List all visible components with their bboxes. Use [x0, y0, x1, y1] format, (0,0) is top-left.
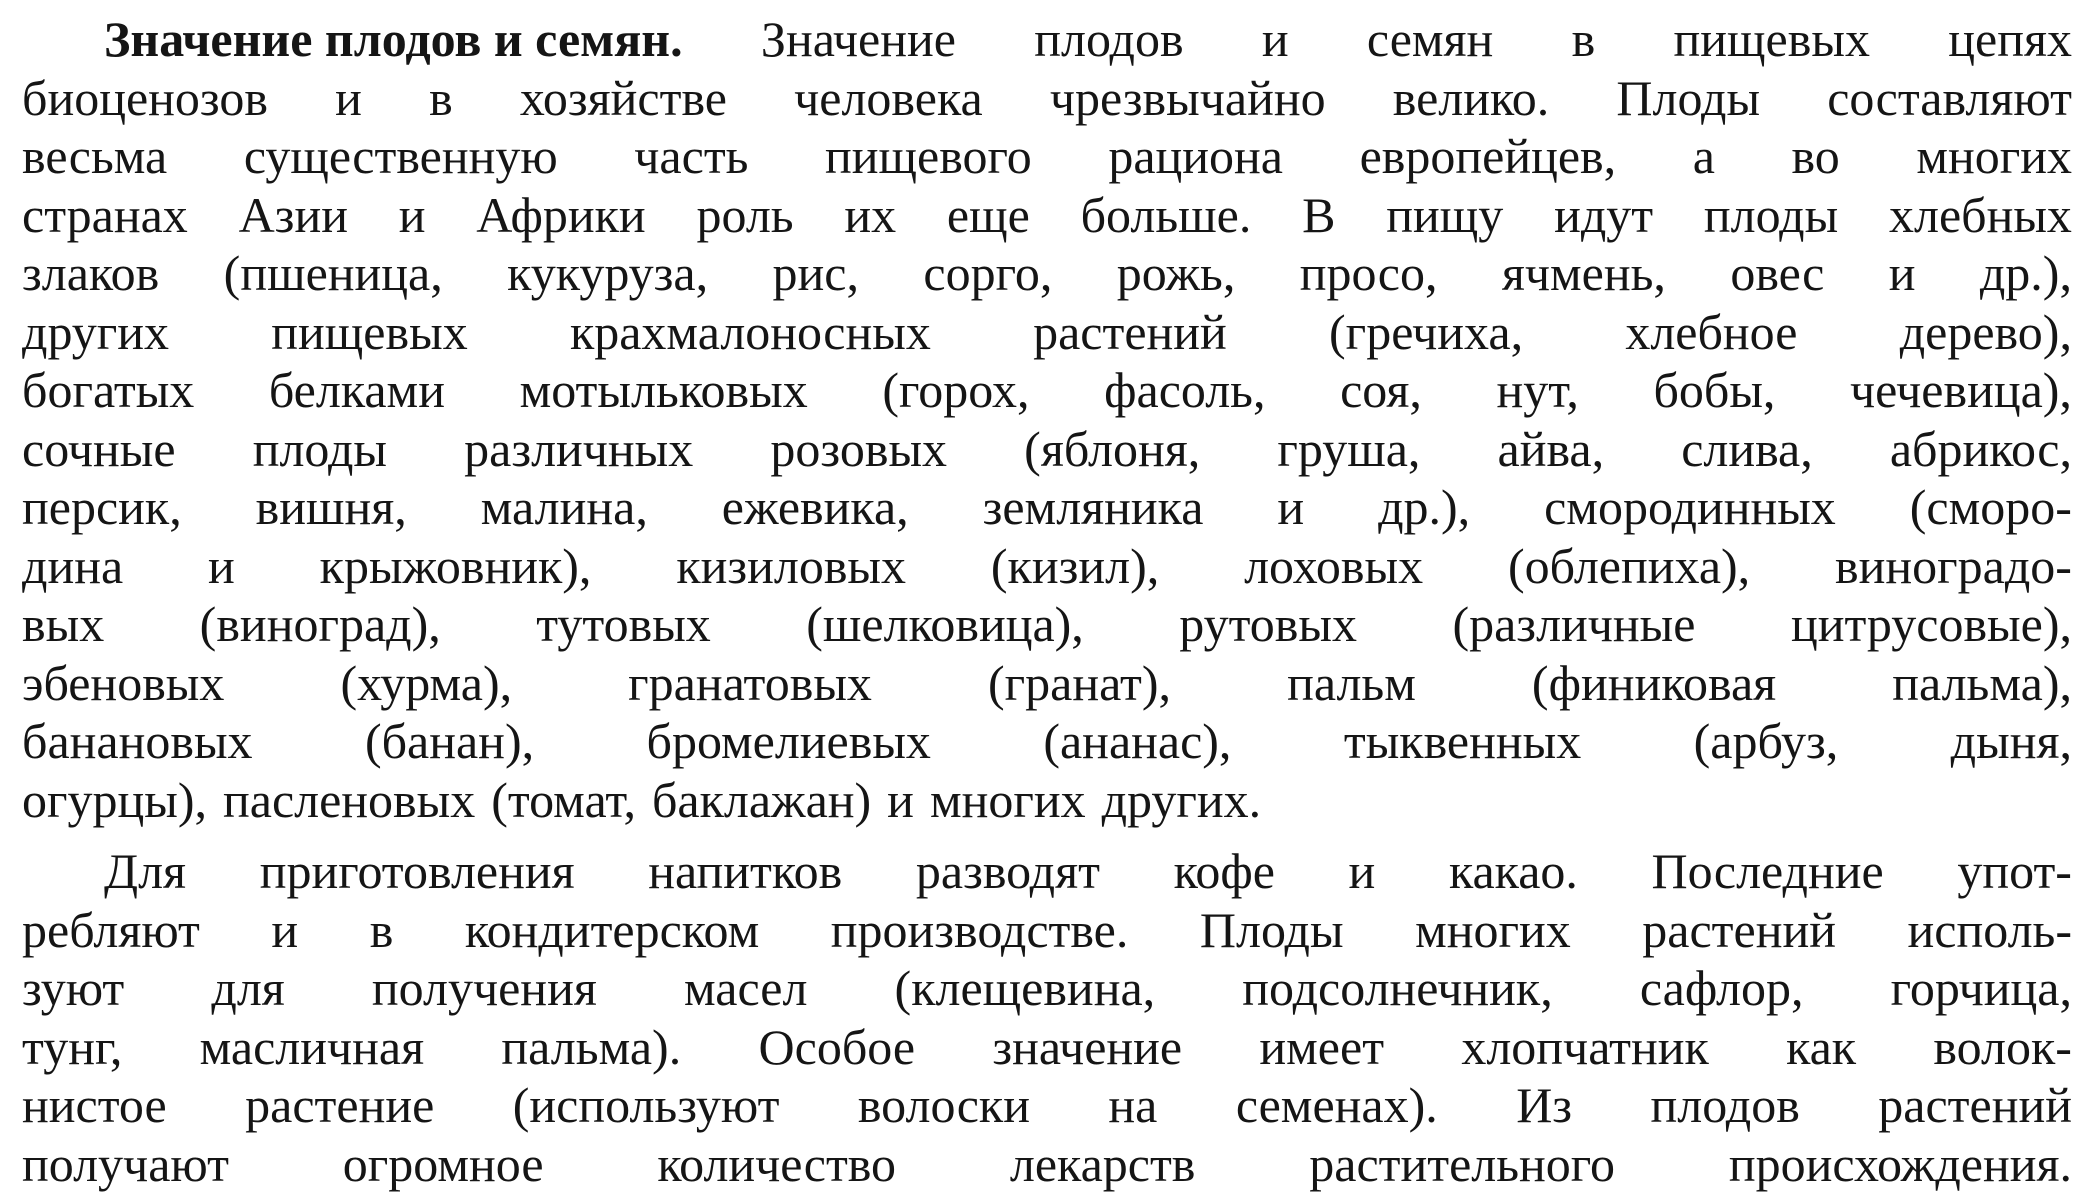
paragraph-fruit-significance: [22, 10, 2072, 829]
word: баклажан): [651, 771, 872, 828]
word: (арбуз,: [1693, 713, 1839, 769]
word: (кизил),: [990, 537, 1160, 594]
text-line: [22, 712, 2072, 771]
word: абрикос,: [1889, 420, 2072, 477]
word: айва,: [1497, 420, 1605, 477]
word: в: [429, 69, 453, 126]
word: производстве.: [830, 901, 1129, 958]
word: и: [398, 186, 426, 243]
word: как: [1786, 1018, 1857, 1075]
word: европейцев,: [1359, 128, 1617, 184]
word: весьма: [22, 128, 168, 184]
word: земляника: [982, 479, 1204, 535]
word: просо,: [1299, 245, 1438, 301]
word: зуют: [22, 960, 125, 1016]
word: (яблоня,: [1024, 420, 1201, 477]
text-line: [22, 127, 2072, 186]
word: виноградо-: [1835, 537, 2072, 594]
word: волок-: [1933, 1018, 2072, 1075]
word: нут,: [1496, 362, 1579, 418]
word: груша,: [1277, 420, 1421, 477]
word: исполь-: [1907, 901, 2072, 958]
word: рис,: [772, 245, 859, 301]
word: и: [1277, 479, 1305, 535]
word: богатых: [22, 362, 195, 418]
word: получают: [22, 1135, 229, 1192]
text-line: [22, 1135, 2072, 1194]
text-line: [22, 478, 2072, 537]
word: лекарств: [1009, 1135, 1196, 1192]
word: малина,: [480, 479, 648, 535]
word: плодов: [1650, 1077, 1800, 1133]
word: др.),: [1378, 479, 1471, 535]
word: Из: [1516, 1077, 1573, 1133]
word: (банан),: [364, 713, 535, 769]
word: огурцы),: [22, 771, 208, 828]
word: дыня,: [1950, 713, 2072, 769]
word: в: [1571, 11, 1596, 67]
word: и: [335, 69, 362, 126]
paragraph-uses: [22, 842, 2072, 1193]
section-heading: Значение плодов и семян.: [104, 11, 683, 67]
word: плоды: [252, 420, 388, 477]
word: лоховых: [1244, 537, 1424, 594]
word: Плоды: [1616, 69, 1761, 126]
word: имеет: [1259, 1018, 1385, 1075]
word: ежевика,: [721, 479, 909, 535]
word: составляют: [1827, 69, 2072, 126]
word: цепях: [1948, 11, 2072, 67]
word: мотыльковых: [519, 362, 808, 418]
word: существенную: [243, 128, 558, 184]
word: слива,: [1681, 420, 1813, 477]
word: Особое: [758, 1018, 916, 1075]
word: многих: [929, 771, 1086, 828]
word: биоценозов: [22, 69, 268, 126]
word: хлебных: [1889, 186, 2072, 243]
word: семенах).: [1235, 1077, 1438, 1133]
word: рутовых: [1179, 596, 1357, 652]
word: человека: [794, 69, 983, 126]
word: и: [887, 771, 914, 828]
text-line: [22, 1076, 2072, 1135]
text-line: [22, 69, 2072, 128]
word: (клещевина,: [894, 960, 1156, 1016]
word: персик,: [22, 479, 182, 535]
word: пальма),: [1892, 654, 2072, 711]
word: пищевых: [271, 303, 468, 360]
word: розовых: [770, 420, 948, 477]
word: рациона: [1108, 128, 1284, 184]
word: горчица,: [1890, 960, 2072, 1016]
word: Для: [104, 843, 187, 899]
word: рожь,: [1116, 245, 1236, 301]
text-line: [22, 244, 2072, 303]
word: (пшеница,: [223, 245, 443, 301]
word: приготовления: [259, 843, 575, 899]
word: какао.: [1448, 843, 1578, 899]
word: растение: [245, 1077, 435, 1133]
word: эбеновых: [22, 654, 225, 711]
word: часть: [634, 128, 749, 184]
word: тутовых: [536, 596, 711, 652]
word: (шелковица),: [806, 596, 1084, 652]
word: овес: [1730, 245, 1825, 301]
word: количество: [657, 1135, 897, 1192]
text-line: [22, 1018, 2072, 1077]
word: значение: [992, 1018, 1183, 1075]
word: растений: [1878, 1077, 2072, 1133]
word: масел: [683, 960, 808, 1016]
word: (виноград),: [199, 596, 441, 652]
word: хлебное: [1625, 303, 1798, 360]
word: происхождения.: [1728, 1135, 2072, 1192]
word: (различные: [1452, 596, 1696, 652]
word: смородинных: [1544, 479, 1836, 535]
word: Последние: [1651, 843, 1884, 899]
word: фасоль,: [1104, 362, 1266, 418]
word: масличная: [199, 1018, 425, 1075]
word: сочные: [22, 420, 176, 477]
word: ребляют: [22, 901, 200, 958]
word: (финиковая: [1531, 654, 1777, 711]
word: кондитерском: [464, 901, 760, 958]
word: (используют: [512, 1077, 780, 1133]
word: бобы,: [1653, 362, 1776, 418]
word: подсолнечник,: [1242, 960, 1553, 1016]
word: ячмень,: [1501, 245, 1666, 301]
text-line: [22, 186, 2072, 245]
word: сорго,: [923, 245, 1053, 301]
text-line: [22, 303, 2072, 362]
text-line: [22, 420, 2072, 479]
word: цитрусовые),: [1790, 596, 2072, 652]
text-line: [22, 10, 2072, 69]
word: белками: [268, 362, 445, 418]
word: тунг,: [22, 1018, 123, 1075]
word: получения: [371, 960, 597, 1016]
word: и: [1888, 245, 1916, 301]
word: кукуруза,: [507, 245, 709, 301]
word: бромелиевых: [646, 713, 931, 769]
text-line: [22, 901, 2072, 960]
word: пальма).: [501, 1018, 682, 1075]
word: во: [1791, 128, 1840, 184]
word: крыжовник),: [319, 537, 592, 594]
word: странах: [22, 186, 188, 243]
word: еще: [946, 186, 1030, 243]
word: и: [1348, 843, 1376, 899]
word: многих: [1916, 128, 2072, 184]
word: (хурма),: [340, 654, 513, 711]
word: пищевых: [1673, 11, 1870, 67]
word: и: [1261, 11, 1289, 67]
word: Африки: [476, 186, 646, 243]
word: дерево),: [1899, 303, 2072, 360]
word: (облепиха),: [1507, 537, 1751, 594]
text-line: [22, 537, 2072, 596]
word: пищевого: [825, 128, 1032, 184]
word: пищу: [1386, 186, 1504, 243]
word: вишня,: [255, 479, 407, 535]
word: различных: [464, 420, 694, 477]
word: а: [1692, 128, 1715, 184]
word: велико.: [1392, 69, 1550, 126]
word: соя,: [1340, 362, 1422, 418]
word: дина: [22, 537, 124, 594]
word: плодов: [1034, 11, 1184, 67]
word: банановых: [22, 713, 253, 769]
word: (ананас),: [1043, 713, 1232, 769]
word: хозяйстве: [519, 69, 727, 126]
word: плоды: [1703, 186, 1839, 243]
word: роль: [696, 186, 794, 243]
word: растений: [1033, 303, 1227, 360]
word: для: [211, 960, 285, 1016]
word: других.: [1101, 771, 1262, 828]
word: огромное: [342, 1135, 544, 1192]
word: на: [1108, 1077, 1158, 1133]
word: растений: [1642, 901, 1836, 958]
word: больше.: [1080, 186, 1252, 243]
word: чрезвычайно: [1049, 69, 1326, 126]
word: в: [369, 901, 394, 958]
word: кизиловых: [676, 537, 907, 594]
word: крахмалоносных: [569, 303, 931, 360]
word: других: [22, 303, 170, 360]
text-line: [22, 361, 2072, 420]
word: разводят: [915, 843, 1100, 899]
word: пальм: [1287, 654, 1416, 711]
word: Плоды: [1199, 901, 1344, 958]
word: тыквенных: [1343, 713, 1582, 769]
word: пасленовых: [223, 771, 476, 828]
word: сафлор,: [1639, 960, 1804, 1016]
word: растительного: [1309, 1135, 1616, 1192]
word: многих: [1415, 901, 1571, 958]
word: и: [271, 901, 299, 958]
word: (гречиха,: [1329, 303, 1524, 360]
word: В: [1302, 186, 1336, 243]
word: волоски: [857, 1077, 1030, 1133]
word: (сморо-: [1909, 479, 2072, 535]
word: гранатовых: [628, 654, 872, 711]
word: кофе: [1173, 843, 1275, 899]
word: злаков: [22, 245, 160, 301]
text-line: [22, 595, 2072, 654]
word: Азии: [238, 186, 348, 243]
word: Значение: [760, 11, 956, 67]
word: упот-: [1957, 843, 2072, 899]
word: (горох,: [882, 362, 1030, 418]
word: (томат,: [491, 771, 636, 828]
word: (гранат),: [987, 654, 1171, 711]
word: и: [208, 537, 235, 594]
word: идут: [1554, 186, 1654, 243]
word: чечевица),: [1850, 362, 2072, 418]
text-line: [22, 771, 2072, 830]
text-line: [22, 654, 2072, 713]
word: напитков: [648, 843, 843, 899]
text-line: [22, 959, 2072, 1018]
text-line: [22, 842, 2072, 901]
word: нистое: [22, 1077, 167, 1133]
word: хлопчатник: [1461, 1018, 1709, 1075]
word: др.),: [1979, 245, 2072, 301]
word: семян: [1366, 11, 1494, 67]
word: их: [844, 186, 897, 243]
word: вых: [22, 596, 105, 652]
